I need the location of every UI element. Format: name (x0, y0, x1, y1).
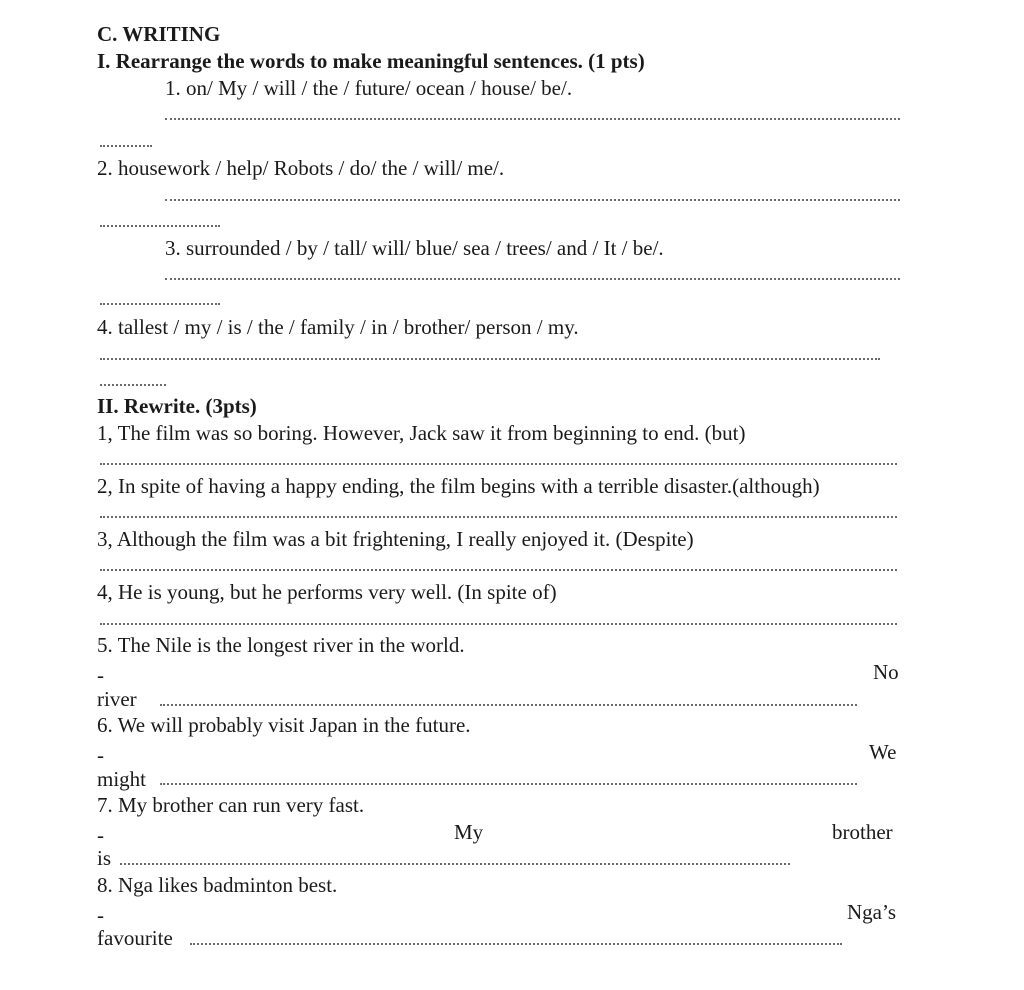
rewrite-line-1[interactable] (100, 463, 897, 465)
prompt-5-left: river (97, 687, 137, 711)
answer-line-2-cont[interactable] (100, 225, 220, 227)
rewrite-line-4[interactable] (100, 623, 897, 625)
rewrite-item-8: 8. Nga likes badminton best. (97, 873, 338, 897)
rewrite-item-4: 4, He is young, but he performs very well. (In spite of) (97, 580, 557, 604)
part2-heading: II. Rewrite. (3pts) (97, 394, 257, 418)
rewrite-item-3: 3, Although the film was a bit frightening, I really enjoyed it. (Despite) (97, 527, 694, 551)
rewrite-item-7: 7. My brother can run very fast. (97, 793, 365, 817)
prompt-8-left: favourite (97, 926, 173, 950)
section-title: C. WRITING (97, 22, 221, 46)
answer-line-4-cont[interactable] (100, 384, 166, 386)
rewrite-line-5[interactable] (160, 704, 857, 706)
prompt-6-start: We (869, 740, 897, 764)
prompt-dash-5: - (97, 663, 104, 687)
part1-heading: I. Rearrange the words to make meaningful sentences. (1 pts) (97, 49, 645, 73)
rearrange-item-4: 4. tallest / my / is / the / family / in / brother/ person / my. (97, 315, 579, 339)
rewrite-line-3[interactable] (100, 569, 897, 571)
prompt-8-start: Nga’s (847, 900, 896, 924)
rewrite-line-6[interactable] (160, 783, 857, 785)
answer-line-4[interactable] (100, 358, 880, 360)
prompt-dash-8: - (97, 903, 104, 927)
rearrange-item-3: 3. surrounded / by / tall/ will/ blue/ sea / trees/ and / It / be/. (165, 236, 664, 260)
prompt-dash-7: - (97, 823, 104, 847)
rewrite-line-2[interactable] (100, 516, 897, 518)
prompt-6-left: might (97, 767, 147, 791)
answer-line-1-cont[interactable] (100, 145, 152, 147)
prompt-7-mid: My (454, 820, 484, 844)
rewrite-item-1: 1, The film was so boring. However, Jack saw it from beginning to end. (but) (97, 421, 746, 445)
answer-line-3-cont[interactable] (100, 303, 220, 305)
prompt-5-start: No (873, 660, 899, 684)
prompt-7-left: is (97, 846, 112, 870)
answer-line-2[interactable] (165, 199, 900, 201)
prompt-dash-6: - (97, 743, 104, 767)
rearrange-item-1: 1. on/ My / will / the / future/ ocean / house/ be/. (165, 76, 573, 100)
rewrite-line-7[interactable] (120, 863, 790, 865)
rewrite-item-5: 5. The Nile is the longest river in the world. (97, 633, 465, 657)
answer-line-1[interactable] (165, 118, 900, 120)
rewrite-item-6: 6. We will probably visit Japan in the future. (97, 713, 471, 737)
rewrite-item-2: 2, In spite of having a happy ending, the film begins with a terrible disaster.(although) (97, 474, 820, 498)
answer-line-3[interactable] (165, 278, 900, 280)
prompt-7-start: brother (832, 820, 893, 844)
rewrite-line-8[interactable] (190, 943, 842, 945)
rearrange-item-2: 2. housework / help/ Robots / do/ the / will/ me/. (97, 156, 505, 180)
